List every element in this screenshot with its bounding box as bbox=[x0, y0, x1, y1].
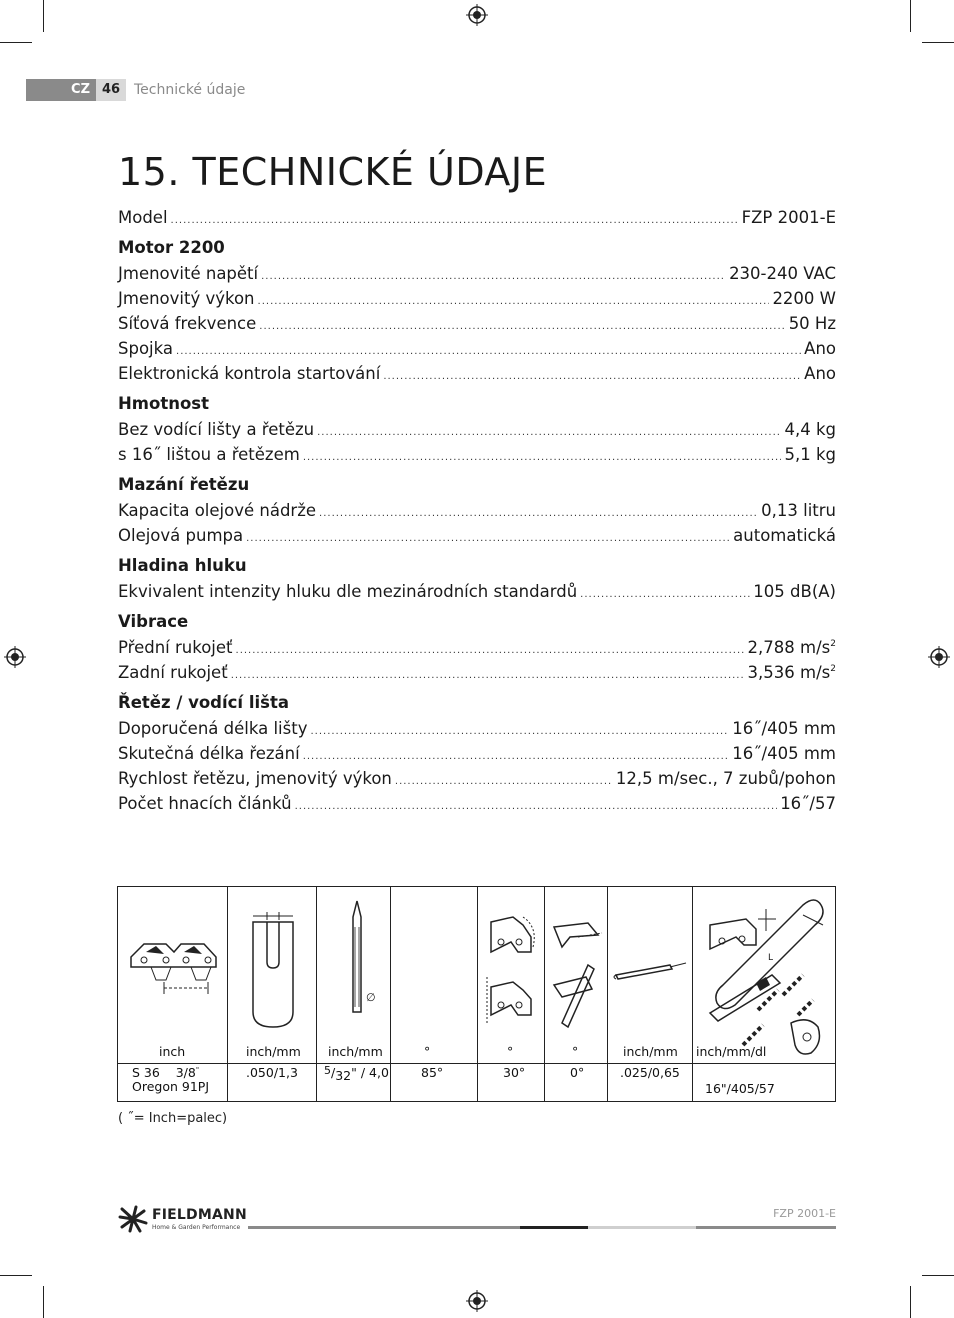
chain-spec-table bbox=[117, 886, 836, 1102]
spec-value: 50 Hz bbox=[788, 314, 836, 333]
spec-label: Skutečná délka řezání bbox=[118, 744, 300, 763]
spec-label: Model bbox=[118, 208, 168, 227]
table-column-divider bbox=[316, 887, 317, 1101]
unit-label: inch/mm/dl bbox=[696, 1044, 767, 1059]
leader-dots bbox=[317, 420, 781, 445]
unit-label: ° bbox=[507, 1044, 514, 1059]
table-row-divider bbox=[118, 1063, 835, 1064]
section-heading-noise: Hladina hluku bbox=[118, 556, 247, 575]
leader-dots bbox=[258, 289, 770, 314]
footer-model: FZP 2001-E bbox=[773, 1207, 836, 1220]
spec-value: 16˝/405 mm bbox=[732, 719, 836, 738]
leader-dots bbox=[383, 364, 801, 389]
superscript: 2 bbox=[830, 664, 836, 674]
spec-row bbox=[118, 766, 836, 791]
spec-row bbox=[118, 311, 836, 336]
section-heading-vibration: Vibrace bbox=[118, 612, 189, 631]
spec-row-model bbox=[118, 205, 836, 230]
spec-value: 4,4 kg bbox=[784, 420, 836, 439]
brand-name: FIELDMANN bbox=[152, 1207, 247, 1223]
spec-value: 5,1 kg bbox=[784, 445, 836, 464]
spec-label: Bez vodící lišty a řetězu bbox=[118, 420, 315, 439]
language-tab: CZ bbox=[26, 79, 96, 101]
leader-dots bbox=[171, 208, 739, 233]
leader-dots bbox=[236, 638, 745, 663]
spec-label: Počet hnacích článků bbox=[118, 794, 292, 813]
spec-value: 16˝/405 mm bbox=[732, 744, 836, 763]
filing-angle-cell: 30° bbox=[503, 1065, 526, 1080]
footer-bar bbox=[696, 1226, 836, 1229]
spec-value: 230-240 VAC bbox=[729, 264, 836, 283]
crop-mark bbox=[910, 1286, 911, 1318]
spec-row bbox=[118, 716, 836, 741]
spec-value: 12,5 m/sec., 7 zubů/pohon bbox=[615, 769, 836, 788]
spec-label: Síťová frekvence bbox=[118, 314, 257, 333]
file-size-numerator: 5 bbox=[324, 1064, 331, 1077]
footer-bar bbox=[248, 1226, 520, 1229]
top-plate-angle-cell: 85° bbox=[421, 1065, 444, 1080]
diameter-symbol: ∅ bbox=[366, 991, 376, 1004]
table-column-divider bbox=[390, 887, 391, 1101]
spec-label: Olejová pumpa bbox=[118, 526, 244, 545]
spec-label: Ekvivalent intenzity hluku dle mezinárodních standardů bbox=[118, 582, 578, 601]
spec-value: 16˝/57 bbox=[780, 794, 836, 813]
leader-dots bbox=[303, 445, 782, 470]
leader-dots bbox=[580, 582, 750, 607]
spec-label: s 16˝ lištou a řetězem bbox=[118, 445, 300, 464]
spec-label: Přední rukojeť bbox=[118, 638, 233, 657]
crop-mark bbox=[922, 1275, 954, 1276]
leader-dots bbox=[246, 526, 730, 551]
spec-row bbox=[118, 741, 836, 766]
spec-label: Kapacita olejové nádrže bbox=[118, 501, 317, 520]
spec-row bbox=[118, 442, 836, 467]
unit-label: inch bbox=[159, 1044, 186, 1059]
bar-length-label: L bbox=[768, 953, 774, 963]
registration-mark-icon bbox=[928, 646, 950, 668]
spec-label: Rychlost řetězu, jmenovitý výkon bbox=[118, 769, 392, 788]
file-size-cell: $^5$/32" / 4,0 bbox=[324, 1064, 389, 1083]
section-heading-chain: Řetěz / vodící lišta bbox=[118, 693, 289, 712]
table-column-divider bbox=[544, 887, 545, 1101]
spec-list bbox=[118, 205, 836, 816]
file-angle-illustration bbox=[482, 907, 542, 1037]
spec-value bbox=[748, 635, 836, 660]
unit-label: inch/mm bbox=[246, 1044, 301, 1059]
section-heading-lubrication: Mazání řetězu bbox=[118, 475, 250, 494]
crop-mark bbox=[922, 42, 954, 43]
table-column-divider bbox=[607, 887, 608, 1101]
gauge-cell: .050/1,3 bbox=[246, 1065, 298, 1080]
crop-mark bbox=[43, 1286, 44, 1318]
spec-value: 105 dB(A) bbox=[753, 582, 836, 601]
bar-spec-cell: 16"/405/57 bbox=[705, 1081, 775, 1096]
chain-model: Oregon 91PJ bbox=[132, 1079, 210, 1094]
section-heading-weight: Hmotnost bbox=[118, 394, 210, 413]
fieldmann-logo-icon bbox=[118, 1205, 148, 1233]
spec-label: Doporučená délka lišty bbox=[118, 719, 308, 738]
chain-code: S 36 bbox=[132, 1065, 160, 1080]
leader-dots bbox=[261, 264, 726, 289]
crop-mark bbox=[0, 1275, 32, 1276]
spec-row bbox=[118, 417, 836, 442]
spec-row bbox=[118, 635, 836, 660]
spec-row bbox=[118, 261, 836, 286]
spec-value-text: 2,788 m/s bbox=[747, 638, 831, 657]
leader-dots bbox=[395, 769, 613, 794]
file-angle-view-illustration bbox=[548, 907, 604, 1037]
spec-value: Ano bbox=[804, 339, 836, 358]
file-size-denominator: 32 bbox=[335, 1068, 352, 1083]
unit-label: ° bbox=[424, 1044, 431, 1059]
spec-label: Jmenovitý výkon bbox=[118, 289, 255, 308]
spec-label: Jmenovité napětí bbox=[118, 264, 259, 283]
crop-mark bbox=[43, 0, 44, 32]
running-header: Technické údaje bbox=[134, 82, 246, 98]
crop-mark bbox=[0, 42, 32, 43]
chain-type-cell: S 36 3/8" Oregon 91PJ bbox=[132, 1065, 210, 1094]
spec-label: Elektronická kontrola startování bbox=[118, 364, 381, 383]
unit-label: inch/mm bbox=[623, 1044, 678, 1059]
unit-label: ° bbox=[572, 1044, 579, 1059]
leader-dots bbox=[310, 719, 729, 744]
vertical-angle-cell: 0° bbox=[570, 1065, 585, 1080]
spec-row bbox=[118, 286, 836, 311]
registration-mark-icon bbox=[466, 1290, 488, 1312]
spec-row bbox=[118, 498, 836, 523]
table-column-divider bbox=[692, 887, 693, 1101]
table-column-divider bbox=[477, 887, 478, 1101]
leader-dots bbox=[231, 663, 745, 688]
chain-segment-illustration bbox=[126, 932, 221, 1002]
page-title: 15. TECHNICKÉ ÚDAJE bbox=[118, 150, 548, 194]
spec-value: 2200 W bbox=[772, 289, 836, 308]
footer-bar bbox=[588, 1226, 696, 1229]
spec-value: automatická bbox=[733, 526, 836, 545]
file-holder-illustration bbox=[610, 947, 690, 987]
spec-row bbox=[118, 361, 836, 386]
leader-dots bbox=[295, 794, 778, 819]
table-column-divider bbox=[227, 887, 228, 1101]
footer-bar bbox=[520, 1226, 588, 1229]
registration-mark-icon bbox=[466, 4, 488, 26]
spec-value: FZP 2001-E bbox=[741, 208, 836, 227]
spec-row bbox=[118, 523, 836, 548]
page-number: 46 bbox=[96, 79, 126, 101]
registration-mark-icon bbox=[4, 646, 26, 668]
spec-value-text: 3,536 m/s bbox=[747, 663, 831, 682]
brand-tagline: Home & Garden Performance bbox=[152, 1224, 241, 1231]
spec-value: 0,13 litru bbox=[761, 501, 836, 520]
spec-label: Zadní rukojeť bbox=[118, 663, 228, 682]
file-size-rest: " / 4,0 bbox=[351, 1065, 389, 1080]
spec-row bbox=[118, 660, 836, 685]
leader-dots bbox=[259, 314, 785, 339]
spec-row bbox=[118, 336, 836, 361]
drive-link-gauge-illustration bbox=[243, 912, 303, 1032]
spec-value: Ano bbox=[804, 364, 836, 383]
spec-row bbox=[118, 579, 836, 604]
round-file-illustration bbox=[333, 897, 383, 1027]
chain-pitch: 3/8 bbox=[175, 1065, 196, 1080]
guide-bar-illustration bbox=[703, 895, 833, 1060]
crop-mark bbox=[910, 0, 911, 32]
unit-label: inch/mm bbox=[328, 1044, 383, 1059]
leader-dots bbox=[319, 501, 758, 526]
spec-row bbox=[118, 791, 836, 816]
superscript: 2 bbox=[830, 639, 836, 649]
spec-value bbox=[748, 660, 836, 685]
spec-label: Spojka bbox=[118, 339, 174, 358]
depth-gauge-cell: .025/0,65 bbox=[620, 1065, 680, 1080]
footnote: ( ˝= Inch=palec) bbox=[118, 1111, 228, 1126]
section-heading-motor: Motor 2200 bbox=[118, 238, 225, 257]
